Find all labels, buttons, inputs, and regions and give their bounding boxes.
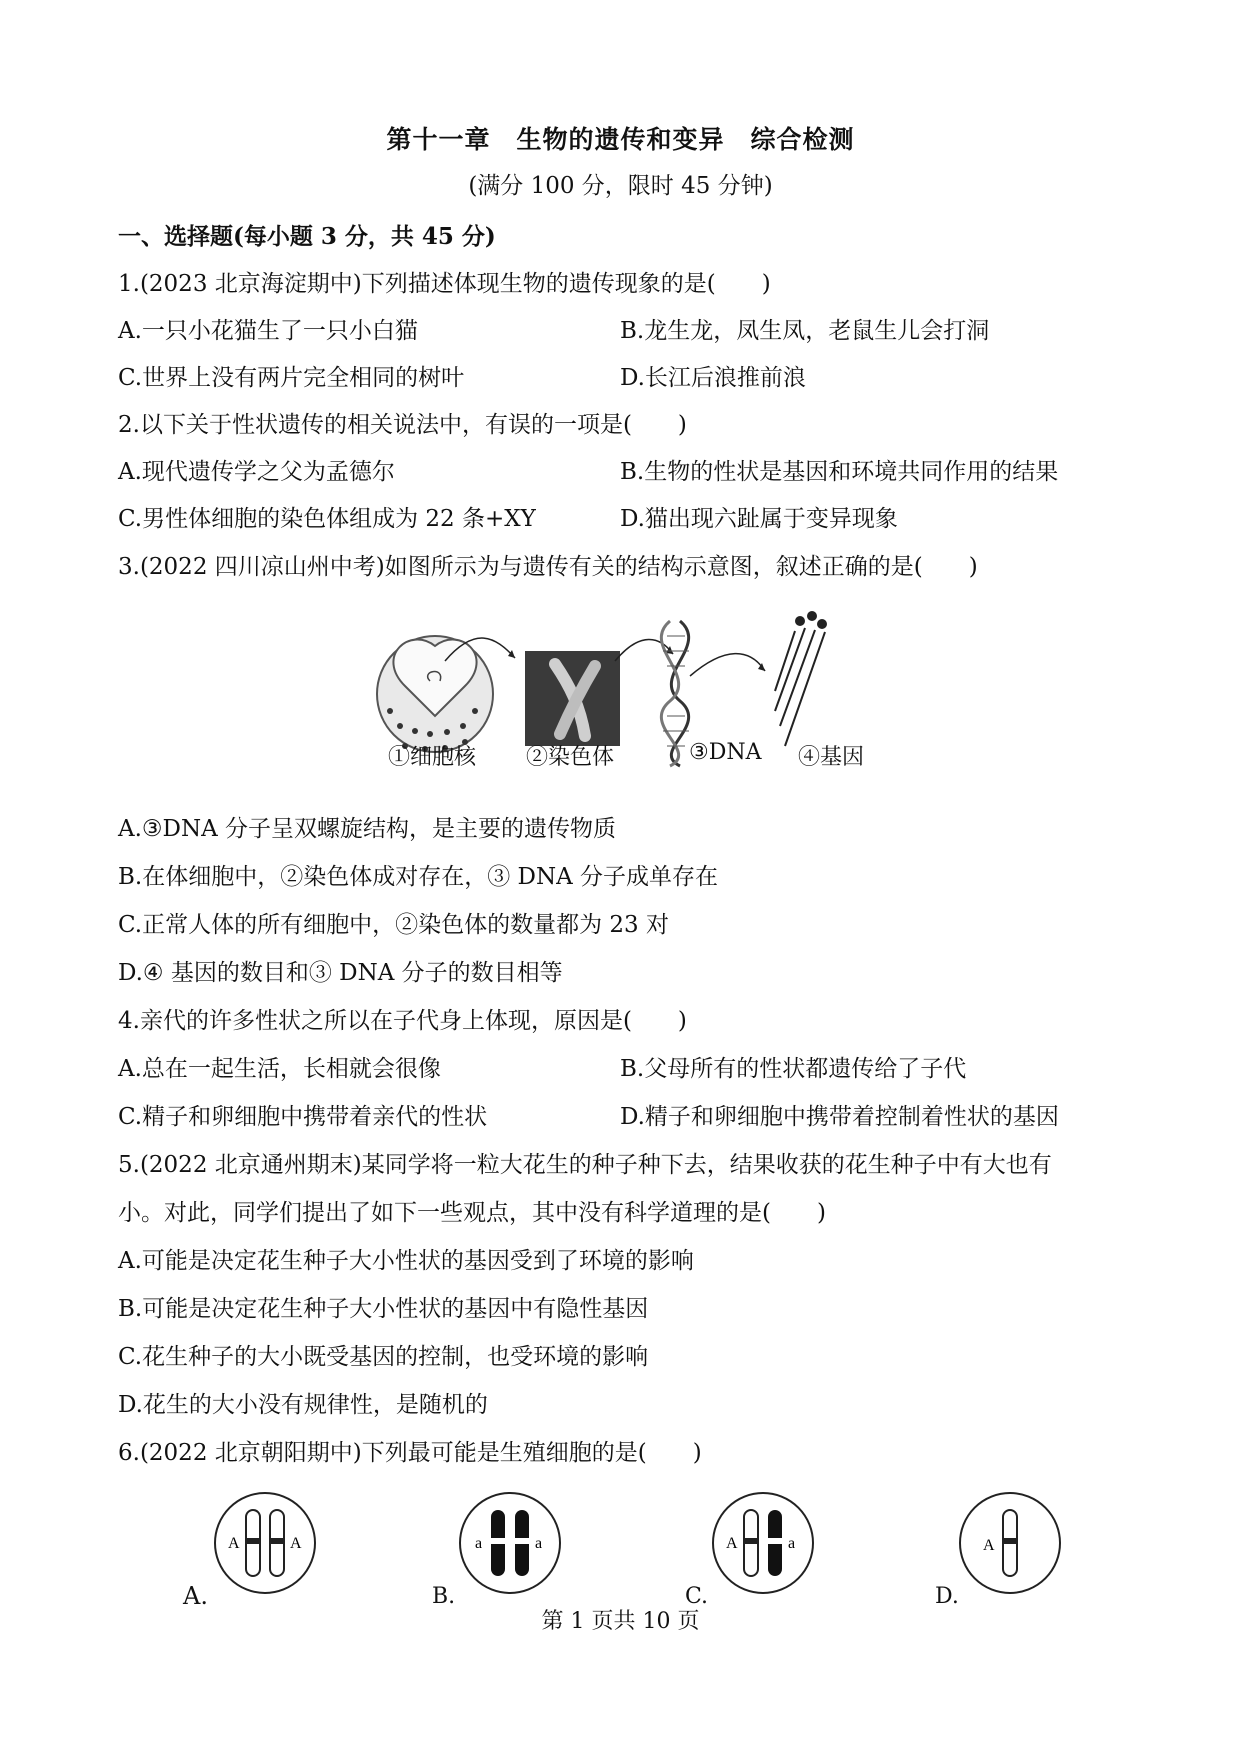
gene-label: a	[475, 1535, 483, 1552]
question-5-option-d: D.花生的大小没有规律性，是随机的	[118, 1392, 488, 1418]
question-4-option-d: D.精子和卵细胞中携带着控制着性状的基因	[620, 1104, 1059, 1130]
gene-label: A	[983, 1537, 995, 1554]
question-4-option-c: C.精子和卵细胞中携带着亲代的性状	[118, 1104, 488, 1130]
page-number-footer: 第 1 页共 10 页	[541, 1609, 700, 1634]
cell-nucleus-illustration	[377, 636, 493, 752]
question-4-option-a: A.总在一起生活，长相就会很像	[118, 1056, 441, 1082]
question-4-stem: 4.亲代的许多性状之所以在子代身上体现，原因是( )	[118, 1008, 687, 1034]
section-heading: 一、选择题(每小题 3 分，共 45 分)	[118, 223, 496, 250]
chromosome-illustration	[525, 651, 620, 746]
option-label-d: D.	[935, 1584, 959, 1609]
gene-label: A	[726, 1535, 738, 1552]
gene-illustration	[775, 611, 827, 746]
caption-nucleus: ①细胞核	[388, 745, 477, 770]
cell-diagram-d	[955, 1488, 1065, 1598]
option-label-a: A.	[183, 1582, 208, 1610]
question-5-option-b: B.可能是决定花生种子大小性状的基因中有隐性基因	[118, 1296, 649, 1322]
question-2-option-a: A.现代遗传学之父为孟德尔	[118, 459, 395, 485]
question-4-option-b: B.父母所有的性状都遗传给了子代	[620, 1056, 967, 1082]
question-3-option-b: B.在体细胞中，②染色体成对存在，③ DNA 分子成单存在	[118, 864, 719, 890]
question-5-stem-line2: 小。对此，同学们提出了如下一些观点，其中没有科学道理的是( )	[118, 1200, 826, 1226]
question-5-option-a: A.可能是决定花生种子大小性状的基因受到了环境的影响	[118, 1248, 694, 1274]
question-5-option-c: C.花生种子的大小既受基因的控制，也受环境的影响	[118, 1344, 649, 1370]
option-label-b: B.	[432, 1584, 456, 1609]
caption-gene: ④基因	[798, 745, 865, 770]
page-subtitle: (满分 100 分，限时 45 分钟)	[468, 173, 773, 199]
cell-diagram-b	[455, 1488, 565, 1598]
gene-label: A	[228, 1535, 240, 1552]
question-2-option-d: D.猫出现六趾属于变异现象	[620, 506, 898, 532]
caption-chromosome: ②染色体	[526, 745, 615, 770]
caption-dna: ③DNA	[689, 740, 762, 765]
question-2-stem: 2.以下关于性状遗传的相关说法中，有误的一项是( )	[118, 412, 687, 438]
cell-diagram-a	[210, 1488, 320, 1598]
gene-label: A	[290, 1535, 302, 1552]
question-5-stem-line1: 5.(2022 北京通州期末)某同学将一粒大花生的种子种下去，结果收获的花生种子中有大也有	[118, 1152, 1052, 1178]
question-1-option-a: A.一只小花猫生了一只小白猫	[118, 318, 418, 344]
cell-diagram-c	[708, 1488, 818, 1598]
question-6-stem: 6.(2022 北京朝阳期中)下列最可能是生殖细胞的是( )	[118, 1440, 702, 1466]
dna-helix-illustration	[661, 621, 689, 766]
gene-label: a	[535, 1535, 543, 1552]
page-title: 第十一章 生物的遗传和变异 综合检测	[386, 125, 855, 154]
question-1-option-b: B.龙生龙，凤生凤，老鼠生儿会打洞	[620, 318, 990, 344]
gene-label: a	[788, 1535, 796, 1552]
question-3-stem: 3.(2022 四川凉山州中考)如图所示为与遗传有关的结构示意图，叙述正确的是( )	[118, 554, 978, 580]
question-2-option-c: C.男性体细胞的染色体组成为 22 条+XY	[118, 506, 536, 532]
question-2-option-b: B.生物的性状是基因和环境共同作用的结果	[620, 459, 1059, 485]
question-3-option-d: D.④ 基因的数目和③ DNA 分子的数目相等	[118, 960, 563, 986]
question-1-stem: 1.(2023 北京海淀期中)下列描述体现生物的遗传现象的是( )	[118, 271, 771, 297]
option-label-c: C.	[685, 1584, 709, 1609]
question-1-option-c: C.世界上没有两片完全相同的树叶	[118, 365, 465, 391]
question-3-option-c: C.正常人体的所有细胞中，②染色体的数量都为 23 对	[118, 912, 669, 938]
question-1-option-d: D.长江后浪推前浪	[620, 365, 806, 391]
question-3-option-a: A.③DNA 分子呈双螺旋结构，是主要的遗传物质	[118, 816, 617, 842]
